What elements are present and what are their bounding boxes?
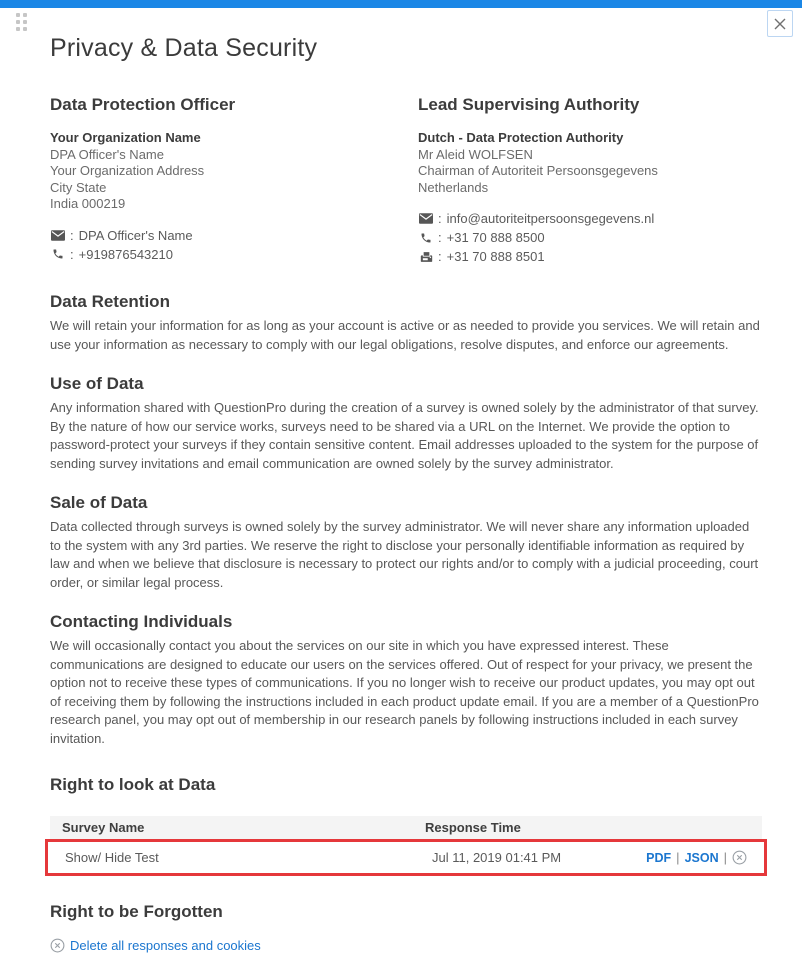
dpo-contacts <box>50 226 418 264</box>
section-heading: Contacting Individuals <box>50 612 233 631</box>
authority-contacts <box>418 209 762 266</box>
dpo-phone-row <box>50 245 418 264</box>
section-body: Data collected through surveys is owned solely by the survey administrator. We will never share any information uploaded to the system with any 3rd parties. We reserve the right to disclose your personally identifiable information as required by law and when we believe that disclosure is necessary to protect our rights and/or to comply with a judicial proceeding, court order, or similar legal process. <box>50 519 759 590</box>
drag-handle-icon[interactable] <box>16 13 27 31</box>
delete-all-responses-label: Delete all responses and cookies <box>70 938 261 953</box>
section-contacting-individuals <box>50 612 762 748</box>
page-title: Privacy & Data Security <box>50 34 318 62</box>
section-sale-of-data <box>50 493 762 592</box>
section-heading: Sale of Data <box>50 493 148 512</box>
section-body: We will occasionally contact you about the services on our site in which you have expressed interest. These communications are designed to educate our users on the services offered. Out of respect for your privacy, we present the option not to receive these types of communications. If you no longer wish to receive our product updates, you may opt out of receiving them by following the instructions included in each product update email. If you are a member of a QuestionPro research panel, you may opt out of membership in our research panels by following instructions included in each survey invitation. <box>50 638 759 746</box>
fax-icon <box>418 251 434 263</box>
response-time-cell: Jul 11, 2019 01:41 PM <box>432 850 562 865</box>
look-at-data-heading: Right to look at Data <box>50 775 216 794</box>
authority-fax-row <box>418 247 762 266</box>
dpo-phone-value: +919876543210 <box>78 246 173 262</box>
dpo-address-line: India 000219 <box>50 196 126 211</box>
json-link[interactable]: JSON <box>684 850 719 865</box>
separator: | <box>723 850 727 865</box>
authority-email-value: info@autoriteitpersoonsgegevens.nl <box>446 211 655 226</box>
dpo-address-line: DPA Officer's Name <box>50 146 164 162</box>
authority-address <box>418 130 762 196</box>
delete-all-responses-link[interactable] <box>50 938 261 953</box>
column-header-survey-name: Survey Name <box>62 820 145 835</box>
contacts-columns <box>50 95 762 266</box>
pdf-link[interactable]: PDF <box>646 850 672 865</box>
table-header-row <box>50 816 762 839</box>
table-row <box>48 842 764 873</box>
forgotten-heading: Right to be Forgotten <box>50 902 223 921</box>
close-button[interactable] <box>767 10 793 37</box>
row-actions <box>627 850 747 865</box>
modal-top-accent-bar <box>0 0 802 8</box>
delete-response-button[interactable] <box>732 850 747 865</box>
section-heading: Use of Data <box>50 374 144 393</box>
section-data-retention <box>50 292 762 354</box>
section-heading: Data Retention <box>50 292 170 311</box>
separator: | <box>676 850 680 865</box>
close-icon <box>773 17 787 31</box>
privacy-dialog <box>0 34 802 958</box>
separator: : <box>70 227 74 243</box>
dpo-heading: Data Protection Officer <box>50 95 236 114</box>
authority-org-name: Dutch - Data Protection Authority <box>418 130 624 145</box>
authority-address-line: Mr Aleid WOLFSEN <box>418 146 533 162</box>
dpo-email-value: DPA Officer's Name <box>78 227 193 243</box>
authority-address-line: Netherlands <box>418 179 489 195</box>
authority-phone-value: +31 70 888 8500 <box>446 230 545 245</box>
responses-table <box>50 816 762 876</box>
authority-phone-row <box>418 228 762 247</box>
section-right-to-be-forgotten <box>50 902 762 958</box>
separator: : <box>438 230 442 245</box>
dpo-section <box>50 95 418 266</box>
section-right-to-look-at-data <box>50 775 762 876</box>
phone-icon <box>418 232 434 244</box>
authority-address-line: Chairman of Autoriteit Persoonsgegevens <box>418 163 658 178</box>
separator: : <box>438 249 442 264</box>
circled-x-icon <box>732 850 747 865</box>
authority-heading: Lead Supervising Authority <box>418 95 640 114</box>
column-header-response-time: Response Time <box>425 820 521 835</box>
email-icon <box>418 213 434 224</box>
separator: : <box>438 211 442 226</box>
survey-name-cell: Show/ Hide Test <box>65 850 159 865</box>
phone-icon <box>50 248 66 260</box>
dpo-address-line: Your Organization Address <box>50 163 205 178</box>
section-body: Any information shared with QuestionPro during the creation of a survey is owned solely by the administrator of that survey. By the nature of how our service works, surveys need to be shared via a URL on the Internet. We provide the option to password-protect your surveys if they contain sensitive content. Email addresses uploaded to the system for the purpose of sending survey invitations and email communication are owned solely by the survey administrator. <box>50 400 759 471</box>
circled-x-icon <box>50 938 65 953</box>
email-icon <box>50 230 66 241</box>
section-use-of-data <box>50 374 762 473</box>
dpo-org-name: Your Organization Name <box>50 130 201 145</box>
authority-email-row <box>418 209 762 228</box>
dpo-address <box>50 130 418 213</box>
authority-fax-value: +31 70 888 8501 <box>446 249 545 264</box>
dpo-email-row <box>50 226 418 245</box>
separator: : <box>70 246 74 262</box>
authority-section <box>418 95 762 266</box>
highlight-box <box>45 839 767 876</box>
section-body: We will retain your information for as long as your account is active or as needed to provide you services. We will retain and use your information as necessary to comply with our legal obligations, resolve disputes, and enforce our agreements. <box>50 318 760 352</box>
dpo-address-line: City State <box>50 179 107 195</box>
